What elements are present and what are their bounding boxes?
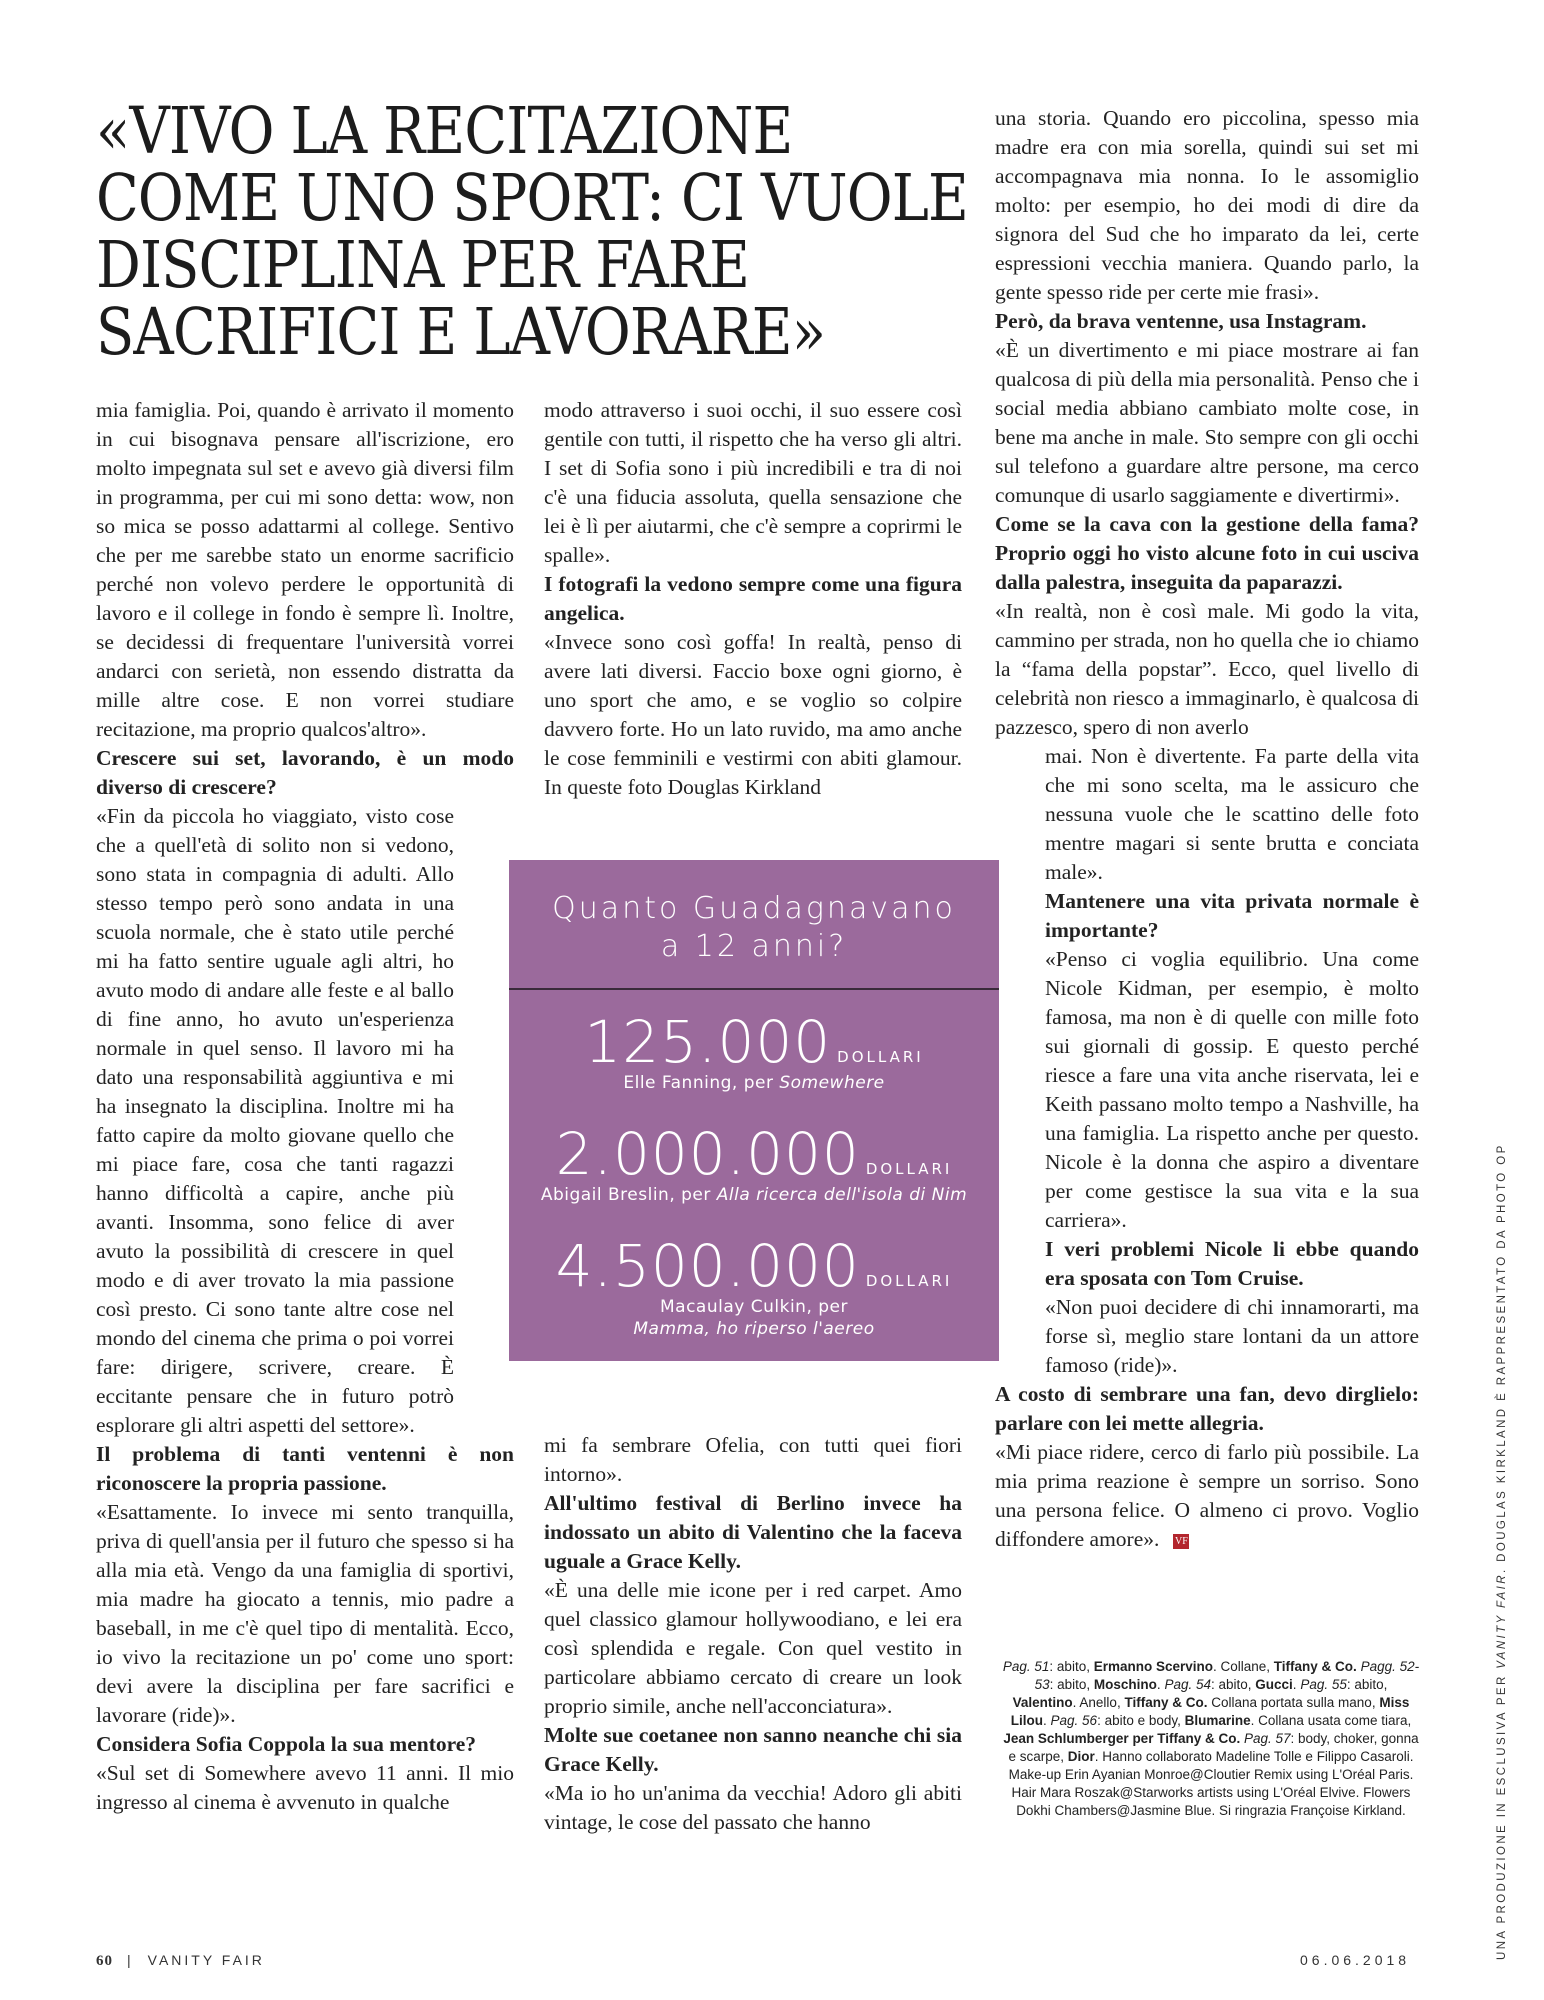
credit-text: . Collane, <box>1213 1659 1274 1674</box>
earnings-unit: DOLLARI <box>865 1272 953 1290</box>
earnings-amount: 4.500.000 <box>555 1232 860 1300</box>
fashion-credits <box>1001 1658 1421 1820</box>
credit-page: Pag. 57 <box>1243 1731 1291 1746</box>
interview-question: Come se la cava con la gestione della fama? Proprio oggi ho visto alcune foto in cui usciva dalla palestra, inseguita da paparazzi. <box>995 512 1419 594</box>
credit-text: . Collana usata come tiara, <box>1250 1713 1412 1728</box>
earnings-amount: 2.000.000 <box>555 1120 860 1188</box>
credit-text: : abito, <box>1049 1677 1094 1692</box>
interview-question: Il problema di tanti ventenni è non riconoscere la propria passione. <box>96 1442 514 1495</box>
interview-question: Crescere sui set, lavorando, è un modo diverso di crescere? <box>96 746 514 799</box>
issue-date: 06.06.2018 <box>1300 1952 1411 1968</box>
credit-brand: Tiffany & Co. <box>1124 1695 1208 1710</box>
credit-page: Pag. 55 <box>1300 1677 1347 1692</box>
headline <box>96 94 968 370</box>
body-paragraph: «In realtà, non è così male. Mi godo la vita, cammino per strada, non ho quella che io chiamo la “fama della popstar”. Ecco, quel livello di celebrità non riesco a immaginarlo, è qualcosa di pazzesco, spero di non averlo <box>995 599 1419 739</box>
film-title: Alla ricerca dell'isola di Nim <box>716 1185 968 1205</box>
vf-end-mark-icon: VF <box>1174 1535 1188 1547</box>
credit-page: Pag. 54 <box>1164 1677 1211 1692</box>
body-paragraph <box>995 1438 1419 1554</box>
credit-brand: Blumarine <box>1184 1713 1251 1728</box>
credit-text: : abito, <box>1210 1677 1256 1692</box>
body-paragraph: mai. Non è divertente. Fa parte della vita che mi sono scelta, ma le assicuro che nessuna vuole che le scattino delle foto mentre magari si sente brutta e conciata male». <box>1045 744 1419 884</box>
body-paragraph: mia famiglia. Poi, quando è arrivato il momento in cui bisognava pensare all'iscrizione, ero molto impegnata sul set e avevo già diversi film in programma, per cui mi sono detta: wow, non so mica se posso adattarmi al college. Sentivo che per me sarebbe stato un enorme sacrificio perché non volevo perdere le opportunità di lavoro e il college in fondo è sempre lì. Inoltre, se decidessi di frequentare l'università vorrei andarci con serietà, non essendo distratta da mille altre cose. E non vorrei studiare recitazione, ma proprio qualcos'altro». <box>96 398 514 741</box>
credit-text: UNA PRODUZIONE IN ESCLUSIVA PER <box>1496 1668 1508 1960</box>
credit-text: . Hanno collaborato Madeline Tolle e Filippo Casaroli. Make-up Erin Ayanian Monroe@Cloutier Remix using L'Oréal Paris. Hair Mara Roszak@Starworks artists using L'Oréal Elvive. Flowers Dokhi Chambers@Jasmine Blue. Si ringrazia Françoise Kirkland. <box>1008 1749 1414 1818</box>
headline-line: DISCIPLINA PER FARE <box>96 228 750 303</box>
credit-brand: Miss Lilou <box>1010 1695 1410 1728</box>
earnings-actor <box>509 1072 999 1094</box>
interview-question: I veri problemi Nicole li ebbe quando era sposata con Tom Cruise. <box>1045 1237 1419 1290</box>
earnings-film-line <box>509 1318 999 1340</box>
body-paragraph: una storia. Quando ero piccolina, spesso mia madre era con mia sorella, quindi sui set mi accompagnava mia nonna. Io le assomiglio molto: per esempio, ho dei modi di dire da signora del Sud che ho imparato da lei, certe espressioni vecchia maniera. Quando parlo, la gente spesso ride per certe mie frasi». <box>995 106 1419 304</box>
headline-line: «VIVO LA RECITAZIONE <box>96 94 793 169</box>
credit-text: . <box>1292 1677 1297 1692</box>
earnings-item <box>509 1232 999 1340</box>
body-paragraph: «Sul set di Somewhere avevo 11 anni. Il mio ingresso al cinema è avvenuto in qualche <box>96 1761 514 1814</box>
credit-text: : abito, <box>1049 1659 1094 1674</box>
magazine-name: VANITY FAIR <box>147 1952 265 1968</box>
box-title <box>509 890 999 966</box>
interview-question: Mantenere una vita privata normale è importante? <box>1045 889 1419 942</box>
earnings-box <box>509 860 999 1361</box>
body-paragraph: «Ma io ho un'anima da vecchia! Adoro gli abiti vintage, le cose del passato che hanno <box>544 1781 962 1834</box>
interview-question: I fotografi la vedono sempre come una figura angelica. <box>544 572 962 625</box>
credit-text: Collana portata sulla mano, <box>1207 1695 1380 1710</box>
credit-text: . <box>1043 1713 1051 1728</box>
body-paragraph: modo attraverso i suoi occhi, il suo essere così gentile con tutti, il rispetto che ha verso gli altri. I set di Sofia sono i più incredibili e tra di noi c'è una fiducia assoluta, quella sensazione che lei è lì per aiutarmi, che c'è sempre a coprirmi le spalle». <box>544 398 962 567</box>
photo-credit <box>1496 1143 1508 1960</box>
credit-brand: Dior <box>1067 1749 1095 1764</box>
page-footer <box>96 1952 265 1970</box>
body-paragraph: «È un divertimento e mi piace mostrare ai fan qualcosa di più della mia personalità. Penso che i social media abbiano cambiato molte cose, in bene ma anche in male. Sto sempre con gli occhi sul telefono a guardare altre persone, ma cerco comunque di usarlo saggiamente e divertirmi». <box>995 338 1419 507</box>
body-paragraph: «Invece sono così goffa! In realtà, penso di avere lati diversi. Faccio boxe ogni giorno, è uno sport che amo, e se voglio so colpire davvero forte. Ho un lato ruvido, ma amo anche le cose femminili e vestirmi con abiti glamour. In queste foto Douglas Kirkland <box>544 630 962 799</box>
credit-text: VANITY FAIR <box>1496 1573 1508 1669</box>
interview-question: Molte sue coetanee non sanno neanche chi sia Grace Kelly. <box>544 1723 962 1776</box>
credit-page: Pag. 51 <box>1002 1659 1050 1674</box>
earnings-unit: DOLLARI <box>837 1048 924 1066</box>
earnings-amount: 125.000 <box>584 1008 832 1076</box>
box-divider <box>509 988 999 990</box>
film-title: Somewhere <box>779 1073 885 1093</box>
interview-question: A costo di sembrare una fan, devo dirglielo: parlare con lei mette allegria. <box>995 1382 1419 1435</box>
article-column-1 <box>96 396 514 1817</box>
article-column-2-continued <box>544 1431 962 1837</box>
credit-brand: Jean Schlumberger per Tiffany & Co. <box>1003 1731 1241 1746</box>
headline-line: SACRIFICI E LAVORARE» <box>96 295 826 370</box>
actor-text: Elle Fanning, per <box>623 1073 780 1093</box>
credit-text: . Anello, <box>1072 1695 1125 1710</box>
interview-question: Però, da brava ventenne, usa Instagram. <box>995 309 1367 333</box>
earnings-unit: DOLLARI <box>865 1160 953 1178</box>
credit-brand: Gucci <box>1255 1677 1293 1692</box>
box-title-line: Quanto Guadagnavano <box>552 891 956 926</box>
credit-text: . DOUGLAS KIRKLAND È RAPPRESENTATO DA PHOTO OP <box>1496 1143 1508 1574</box>
footer-separator: | <box>127 1952 134 1968</box>
credit-page: Pag. 56 <box>1050 1713 1098 1728</box>
page-number: 60 <box>96 1953 113 1969</box>
closing-paragraph-text: «Mi piace ridere, cerco di farlo più possibile. La mia prima reazione è sempre un sorriso. Sono una persona felice. O almeno ci provo. Voglio diffondere amore». <box>995 1440 1419 1551</box>
credit-brand: Ermanno Scervino <box>1093 1659 1213 1674</box>
interview-question: All'ultimo festival di Berlino invece ha indossato un abito di Valentino che la faceva uguale a Grace Kelly. <box>544 1491 962 1573</box>
actor-text: Abigail Breslin, per <box>540 1185 717 1205</box>
credit-page: Pagg. 52-53 <box>1034 1659 1420 1692</box>
credit-text: . <box>1156 1677 1165 1692</box>
article-column-2 <box>544 396 962 802</box>
credit-text: : abito e body, <box>1097 1713 1185 1728</box>
credit-brand: Tiffany & Co. <box>1273 1659 1357 1674</box>
earnings-actor <box>509 1184 999 1206</box>
article-column-3 <box>995 104 1419 1554</box>
body-paragraph: «Non puoi decidere di chi innamorarti, ma forse sì, meglio stare lontani da un attore famoso (ride)». <box>1045 1295 1419 1377</box>
credit-brand: Moschino <box>1093 1677 1157 1692</box>
box-title-line: a 12 anni? <box>660 929 848 964</box>
body-paragraph: «Penso ci voglia equilibrio. Una come Nicole Kidman, per esempio, è molto famosa, ma non è di quelle con mille foto sui giornali di gossip. E questo perché riesce a fare una vita anche riservata, lei e Keith passano molto tempo a Nashville, ha una famiglia. La rispetto anche per questo. Nicole è la donna che aspiro a diventare per come gestisce la sua vita e la sua carriera». <box>1045 947 1419 1232</box>
body-paragraph: mi fa sembrare Ofelia, con tutti quei fiori intorno». <box>544 1433 962 1486</box>
headline-line: COME UNO SPORT: CI VUOLE <box>96 161 968 236</box>
body-paragraph: «Esattamente. Io invece mi sento tranquilla, priva di quell'ansia per il futuro che spesso si ha alla mia età. Vengo da una famiglia di sportivi, mia madre ha giocato a tennis, mio padre a baseball, in me c'è quel tipo di mentalità. Ecco, io vivo la recitazione un po' come uno sport: devi avere la disciplina per fare sacrifici e lavorare (ride)». <box>96 1500 514 1727</box>
body-paragraph: «Fin da piccola ho viaggiato, visto cose che a quell'età di solito non si vedono, sono stata in compagnia di adulti. Allo stesso tempo però sono andata in una scuola normale, che è stato utile perché mi ha fatto sentire uguale agli altri, ho avuto modo di andare alle feste e al ballo di fine anno, ho avuto un'esperienza normale in quel senso. Il lavoro mi ha dato una responsabilità aggiuntiva e mi ha insegnato la disciplina. Inoltre mi ha fatto capire da molto giovane quello che mi piace fare, cosa che tanti ragazzi hanno difficoltà a capire, anche più avanti. Insomma, sono felice di aver avuto la possibilità di crescere in quel modo e di aver trovato la mia passione così presto. Ci sono tante altre cose nel mondo del cinema che prima o poi vorrei fare: dirigere, scrivere, creare. È eccitante pensare che in futuro potrò esplorare gli altri aspetti del settore». <box>96 804 454 1437</box>
credit-text: : abito, <box>1346 1677 1388 1692</box>
credit-brand: Valentino <box>1012 1695 1073 1710</box>
body-paragraph: «È una delle mie icone per i red carpet. Amo quel classico glamour hollywoodiano, e lei era così splendida e regale. Con quel vestito in particolare abbiamo cercato di creare un look proprio simile, anche nell'acconciatura». <box>544 1578 962 1718</box>
earnings-item <box>509 1120 999 1206</box>
interview-question: Considera Sofia Coppola la sua mentore? <box>96 1732 477 1756</box>
earnings-item <box>509 1008 999 1094</box>
actor-text: Macaulay Culkin, per <box>660 1297 848 1317</box>
film-title: Mamma, ho riperso l'aereo <box>633 1319 875 1339</box>
credit-text: : body, choker, gonna e scarpe, <box>1008 1731 1419 1764</box>
